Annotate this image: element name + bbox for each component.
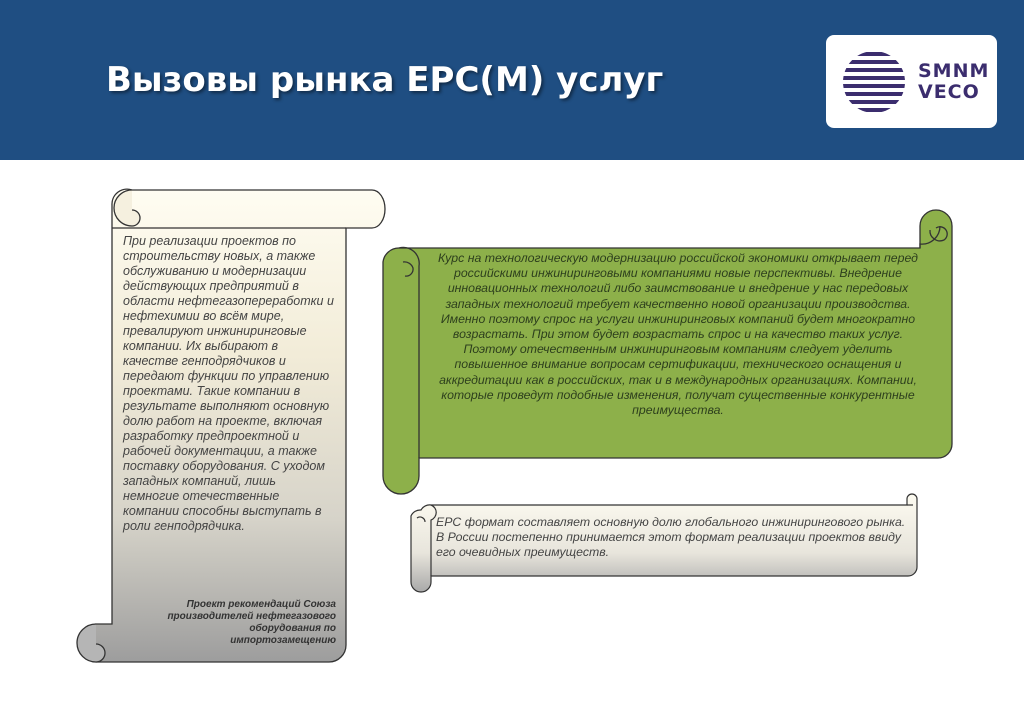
page-title: Вызовы рынка EPC(M) услуг [106, 60, 664, 100]
logo-line-2: VECO [918, 81, 980, 103]
green-scroll-text: Курс на технологическую модернизацию российской экономики открывает перед российскими инжиниринговыми компаниями новые перспективы. Внедрение инновационных технологий либо заимствование и внедрение у нас передовых западных технологий требует качественно новой организации производства. Именно поэтому спрос на услуги инжиниринговых компаний будет многократно возрастать. При этом будет возрастать спрос и на качество таких услуг. Поэтому отечественным инжиниринговым компаниям следует уделить повышенное внимание вопросам сертификации, технического оснащения и аккредитации как в российских, так и в международных организациях. Компании, которые проведут подобные изменения, получат существенные конкурентные преимущества. [438, 251, 918, 418]
left-scroll-text: При реализации проектов по строительству новых, а также обслуживанию и модернизации действующих предприятий в области нефтегазопереработки и нефтехимии во всём мире, превалируют инжиниринговые компании. Их выбирают в качестве генподрядчиков и передают функции по управлению проектами. Такие компании в результате выполняют основную долю работ на проекте, включая разработку предпроектной и рабочей документации, а также поставку оборудования. С уходом западных компаний, лишь немногие отечественные компании способны выступать в роли генподрядчика. [123, 234, 334, 533]
logo-line-1: SMNM [918, 60, 990, 82]
left-scroll-source: Проект рекомендаций Союза производителей нефтегазового оборудования по импортозамещению [167, 599, 336, 646]
grey-scroll-text: EPC формат составляет основную долю глобального инжинирингового рынка. В России постепенно принимается этот формат реализации проектов ввиду его очевидных преимуществ. [436, 515, 906, 560]
